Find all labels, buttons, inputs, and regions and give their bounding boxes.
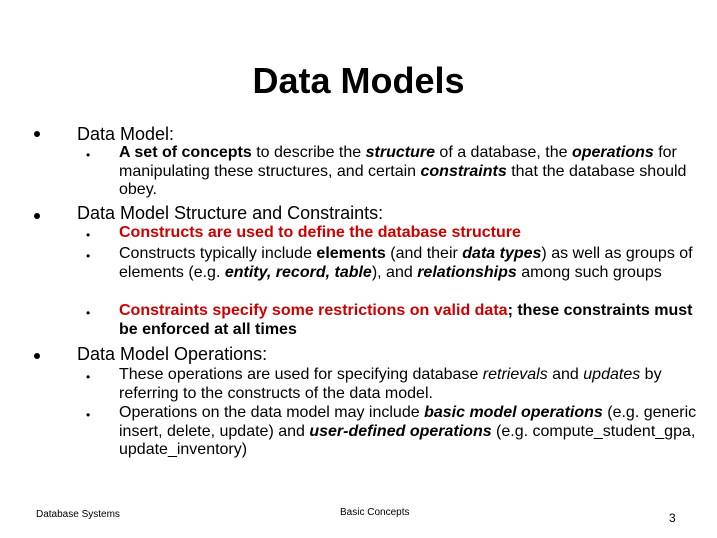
text-span: retrievals — [482, 366, 548, 383]
sub-bullet-glyph: • — [86, 306, 91, 320]
footer-course-name: Database Systems — [36, 509, 120, 520]
sub-bullet-glyph: • — [86, 370, 91, 384]
text-span: (and their — [385, 245, 463, 262]
text-span: updates — [583, 366, 641, 383]
text-span: ; these constraints must be enforced at all times — [119, 302, 693, 338]
text-span: Operations on the data model may include — [119, 404, 425, 421]
text-span: for manipulating these structures, and certain — [119, 144, 677, 180]
sub-bullet-glyph: • — [86, 408, 91, 422]
section-heading-1: Data Model: — [77, 124, 175, 144]
bullet-dot-3 — [34, 353, 40, 359]
sub-bullet-glyph: • — [86, 148, 91, 162]
text-span: and — [547, 366, 584, 383]
section-2-item-3 — [119, 302, 699, 339]
sub-bullet-glyph: • — [86, 228, 91, 242]
text-span: A set of concepts — [119, 144, 252, 161]
section-3-item-1 — [119, 366, 699, 403]
text-span: (e.g. compute_student_gpa, update_inventory) — [119, 422, 696, 458]
section-1-item-1 — [119, 144, 699, 200]
text-span: basic model operations — [424, 404, 603, 421]
slide-title: Data Models — [252, 60, 465, 101]
text-span: ) as well as groups of elements (e.g. — [119, 245, 693, 281]
page-number: 3 — [669, 511, 676, 525]
section-heading-2: Data Model Structure and Constraints: — [77, 203, 384, 223]
text-span: ), and — [371, 263, 418, 281]
text-span: data types — [462, 245, 542, 262]
sub-bullet-glyph: • — [86, 249, 91, 263]
text-span: constraints — [420, 162, 507, 180]
text-span: Constructs are used to define the database structure — [119, 224, 521, 241]
section-2-item-2 — [119, 245, 699, 282]
bullet-dot-2 — [34, 213, 40, 219]
text-span: among such groups — [516, 263, 662, 281]
text-span: Constraints specify some restrictions on valid data — [119, 302, 508, 319]
text-span: relationships — [417, 263, 517, 281]
text-span: (e.g. generic insert, delete, update) and — [119, 404, 697, 440]
text-span: elements — [316, 245, 386, 262]
footer-chapter-name: Basic Concepts — [340, 507, 410, 518]
text-span: that the database should obey. — [119, 162, 687, 198]
text-span: user-defined operations — [309, 422, 492, 440]
section-2-item-1 — [119, 224, 699, 243]
text-span: Constructs typically include — [119, 245, 317, 262]
text-span: structure — [365, 144, 435, 161]
text-span: by referring to the constructs of the data model. — [119, 366, 662, 402]
text-span: entity, record, table — [224, 263, 372, 281]
text-span: to describe the — [251, 144, 366, 161]
section-heading-3: Data Model Operations: — [77, 344, 268, 364]
text-span: operations — [571, 144, 654, 161]
text-span: These operations are used for specifying database — [119, 366, 483, 383]
text-span: of a database, the — [434, 144, 572, 161]
bullet-dot-1 — [34, 131, 40, 137]
section-3-item-2 — [119, 404, 699, 460]
